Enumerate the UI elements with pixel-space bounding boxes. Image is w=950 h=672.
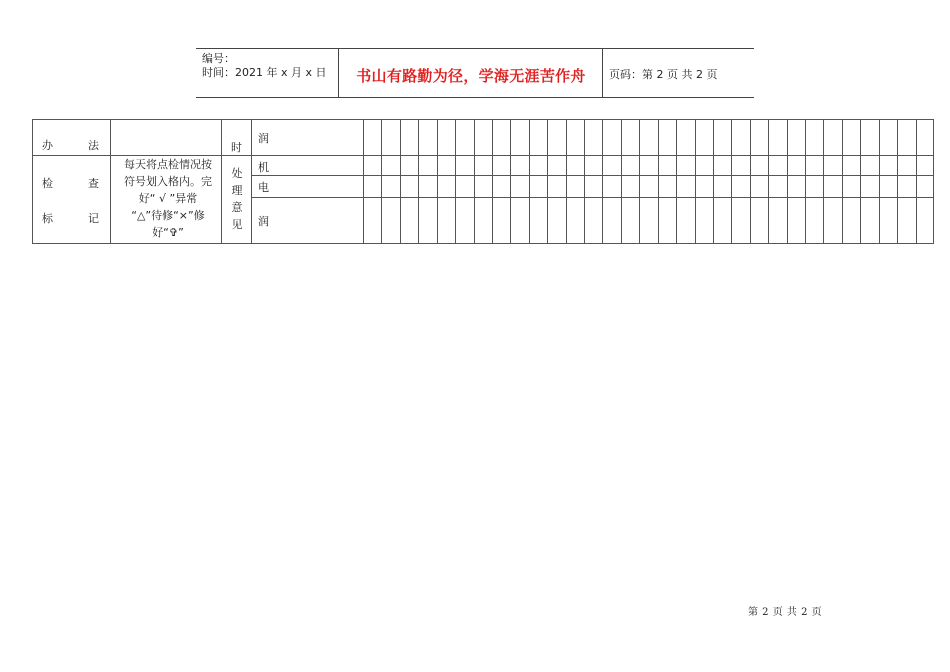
table-v-rule	[547, 119, 548, 244]
table-v-rule	[584, 119, 585, 244]
method-char-1: 办	[42, 139, 53, 152]
table-v-rule	[731, 119, 732, 244]
table-v-rule	[879, 119, 880, 244]
marking-instructions: 每天将点检情况按 符号划入格内。完 好“ √ ”异常 “△”待修“×”修 好“✞”	[124, 158, 212, 239]
header-motto-cell	[338, 49, 603, 97]
table-v-rule	[621, 119, 622, 244]
table-v-rule	[933, 119, 934, 244]
table-v-rule	[916, 119, 917, 244]
table-h-rule	[251, 197, 934, 198]
header-page-cell	[602, 49, 755, 97]
table-v-rule	[381, 119, 382, 244]
table-v-rule	[437, 119, 438, 244]
table-v-rule	[639, 119, 640, 244]
table-v-rule	[510, 119, 511, 244]
table-v-rule	[658, 119, 659, 244]
row-label-lubrication-2: 润	[258, 215, 269, 228]
table-v-rule	[787, 119, 788, 244]
table-v-rule	[602, 119, 603, 244]
header-page-info: 页码：第 2 页 共 2 页	[609, 68, 718, 81]
table-v-rule	[474, 119, 475, 244]
table-v-rule	[713, 119, 714, 244]
row-label-mechanical: 机	[258, 161, 269, 174]
handle-opinion-label: 处 理 意 见	[231, 167, 243, 231]
table-v-rule	[860, 119, 861, 244]
table-h-rule	[221, 155, 251, 156]
table-h-rule	[251, 155, 934, 156]
table-v-rule	[110, 119, 111, 244]
page-footer: 第 2 页 共 2 页	[748, 607, 823, 618]
document-header	[196, 48, 754, 98]
mark-char-1: 标	[42, 212, 53, 225]
table-v-rule	[897, 119, 898, 244]
table-v-rule	[566, 119, 567, 244]
table-h-rule	[32, 119, 934, 120]
table-v-rule	[805, 119, 806, 244]
document-number-label: 编号：	[202, 52, 235, 65]
inspection-table	[32, 119, 934, 244]
table-v-rule	[823, 119, 824, 244]
table-v-rule	[842, 119, 843, 244]
check-char-1: 检	[42, 177, 53, 190]
header-motto: 书山有路勤为径，学海无涯苦作舟	[356, 67, 586, 85]
table-v-rule	[418, 119, 419, 244]
table-v-rule	[400, 119, 401, 244]
table-v-rule	[750, 119, 751, 244]
check-char-2: 查	[88, 177, 99, 190]
row-label-electrical: 电	[258, 181, 269, 194]
table-v-rule	[768, 119, 769, 244]
table-h-rule	[32, 243, 934, 244]
header-meta-cell	[196, 49, 338, 97]
table-v-rule	[221, 119, 222, 244]
table-v-rule	[529, 119, 530, 244]
table-v-rule	[676, 119, 677, 244]
table-h-rule	[251, 175, 934, 176]
mark-char-2: 记	[88, 212, 99, 225]
table-v-rule	[695, 119, 696, 244]
method-char-2: 法	[88, 139, 99, 152]
table-v-rule	[455, 119, 456, 244]
table-v-rule	[363, 119, 364, 244]
table-v-rule	[251, 119, 252, 244]
table-v-rule	[32, 119, 33, 244]
document-date: 时间：2021 年 x 月 x 日	[202, 66, 327, 79]
time-label: 时	[231, 141, 242, 154]
row-label-lubrication: 润	[258, 132, 269, 145]
table-v-rule	[492, 119, 493, 244]
